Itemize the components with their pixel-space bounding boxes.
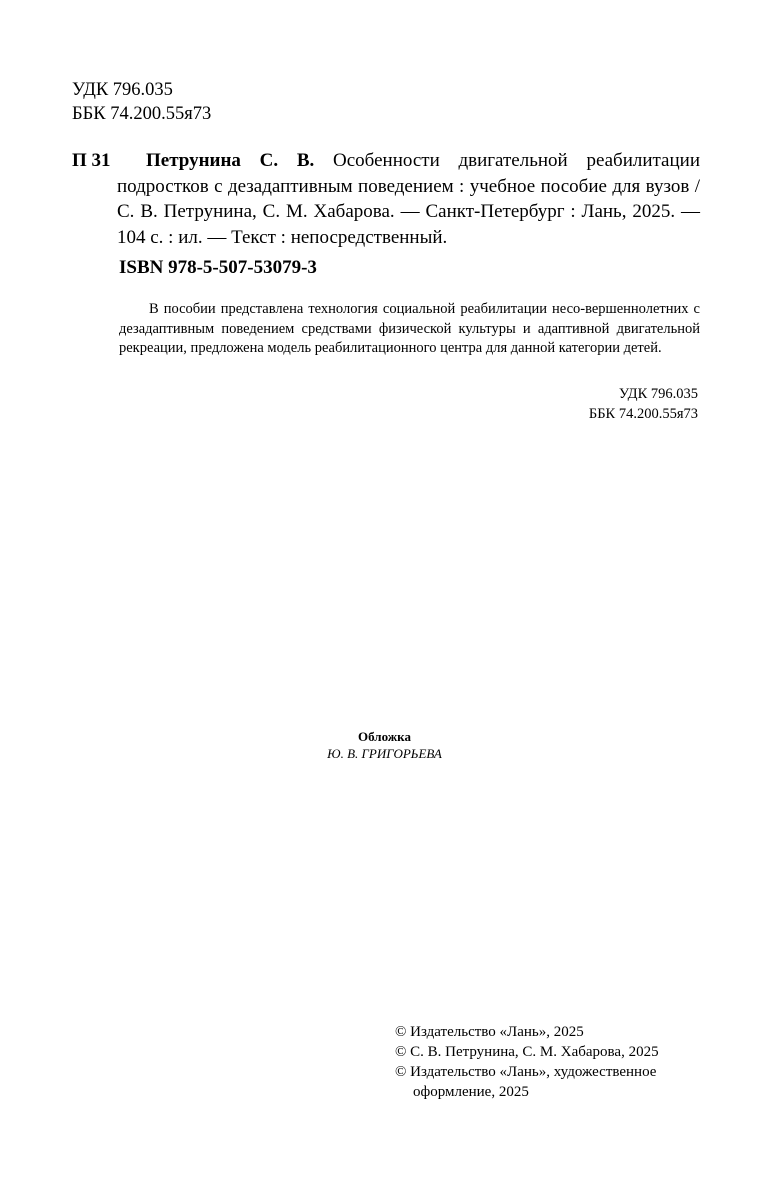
- catalog-record: [72, 148, 700, 250]
- udk-code: УДК 796.035: [72, 80, 173, 100]
- copyright-line: © Издательство «Лань», 2025: [395, 1024, 584, 1040]
- classification-right: [589, 385, 698, 424]
- abstract: В пособии представлена технология социальной реабилитации несо-вершеннолетних с дезадаптивным поведением средствами физической культуры и адаптивной двигательной рекреации, предложена модель реабилитационного центра для данной категории детей.: [119, 301, 700, 356]
- isbn: ISBN 978-5-507-53079-3: [119, 257, 317, 278]
- cover-label: Обложка: [358, 729, 411, 744]
- cover-credit: [0, 728, 769, 762]
- udk-code-right: УДК 796.035: [618, 386, 698, 402]
- author-mark: П 31: [72, 150, 111, 171]
- bibliographic-description: [117, 148, 700, 250]
- book-description: Особенности двигательной реабилитации подростков с дезадаптивным поведением : учебное пособие для вузов / С. В. Петрунина, С. М. Хабарова. — Санкт-Петербург : Лань, 2025. — 104 с. : ил. — Текст : непосредственный.: [117, 150, 700, 248]
- header-classification: [72, 78, 211, 126]
- bbk-code: ББК 74.200.55я73: [72, 104, 212, 124]
- cover-designer: Ю. В. ГРИГОРЬЕВА: [327, 746, 442, 761]
- bbk-code-right: ББК 74.200.55я73: [588, 405, 698, 422]
- copyright-block: [395, 1022, 705, 1102]
- copyright-line: © С. В. Петрунина, С. М. Хабарова, 2025: [395, 1044, 659, 1060]
- author-name: Петрунина С. В.: [146, 150, 315, 171]
- copyright-line: © Издательство «Лань», художественное оформление, 2025: [395, 1064, 657, 1100]
